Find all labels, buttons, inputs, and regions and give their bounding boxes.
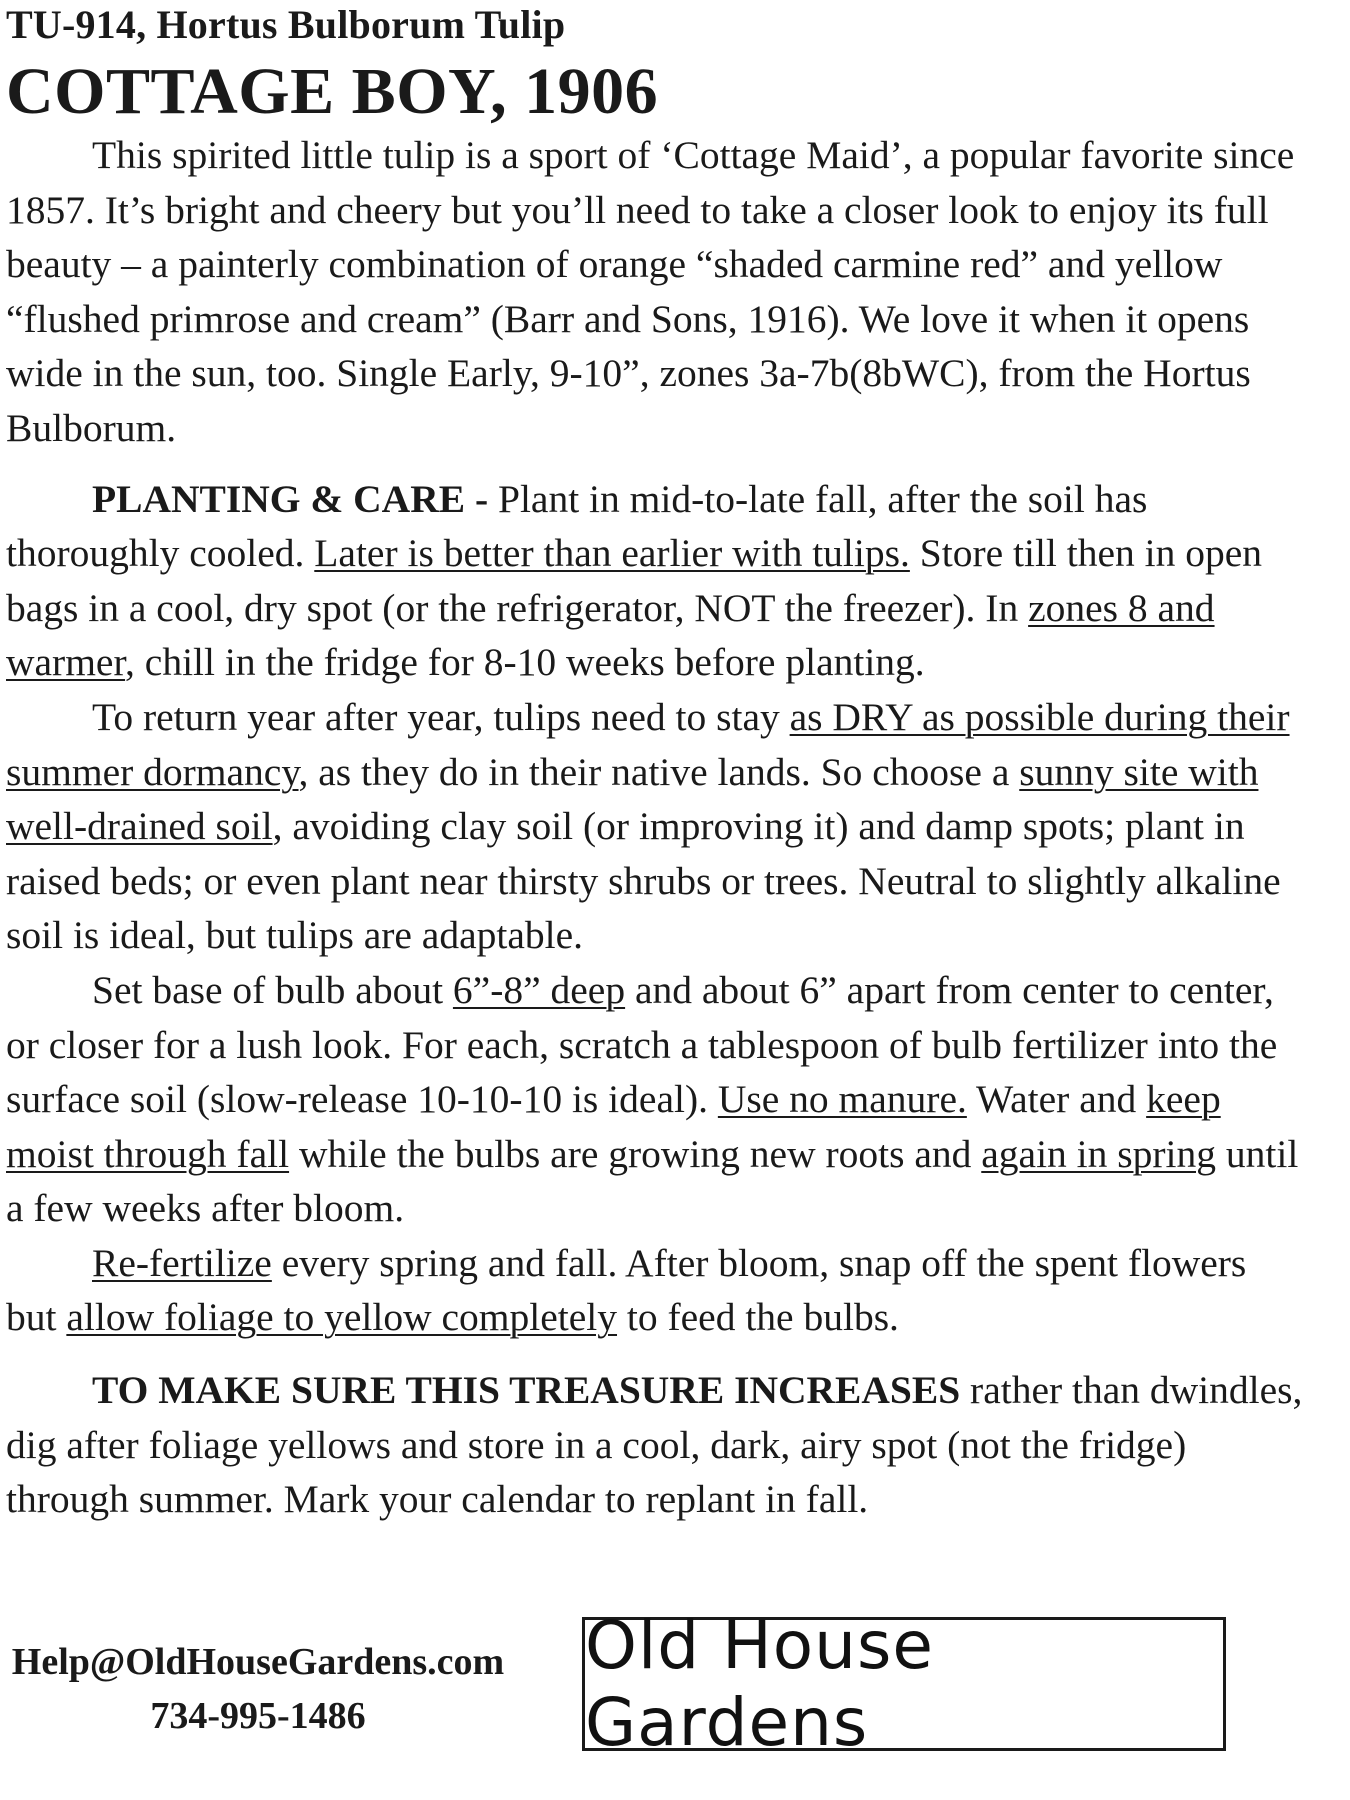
emphasis-text: again in spring: [981, 1131, 1217, 1176]
increase-heading: TO MAKE SURE THIS TREASURE INCREASES: [92, 1368, 961, 1413]
planting-text: and about 6” apart from center to center, or closer for a lush look. For each, scratch a tablespoon of bulb fertilizer into the surface soil (slow-release 10-10-10 is ideal).: [6, 967, 1278, 1122]
depth-paragraph: [6, 963, 1306, 1236]
emphasis-text: Re-fertilize: [92, 1240, 272, 1285]
emphasis-text: zones 8 and warmer: [6, 585, 1215, 685]
contact-phone: 734-995-1486: [150, 1695, 366, 1737]
planting-text: until a few weeks after bloom.: [6, 1131, 1299, 1231]
emphasis-text: Later is better than earlier with tulips.: [314, 531, 910, 576]
increase-text: rather than dwindles, dig after foliage yellows and store in a cool, dark, airy spot (not the fridge) through summer. Mark your calendar to replant in fall.: [6, 1368, 1303, 1522]
emphasis-text: keep moist through fall: [6, 1077, 1221, 1176]
planting-text: , as they do in their native lands. So choose a: [298, 749, 1020, 794]
logo-wordmark: Old House Gardens: [585, 1607, 934, 1761]
planting-text: Set base of bulb about: [92, 967, 453, 1012]
planting-text: to feed the bulbs.: [617, 1295, 899, 1340]
contact-block: [8, 1635, 508, 1743]
planting-care-heading: PLANTING & CARE -: [92, 476, 498, 521]
planting-care-paragraph: [6, 472, 1306, 690]
seed-packet-label: [6, 0, 1306, 1527]
product-code-title: TU-914, Hortus Bulborum Tulip: [6, 2, 566, 47]
emphasis-text: as DRY as possible during their summer dormancy: [6, 694, 1290, 794]
intro-paragraph: This spirited little tulip is a sport of ‘Cottage Maid’, a popular favorite since 1857. It’s bright and cheery but you’ll need to take a closer look to enjoy its full beauty – a painterly combination of orange “shaded carmine red” and yellow “flushed primrose and cream” (Barr and Sons, 1916). We love it when it opens wide in the sun, too. Single Early, 9-10”, zones 3a-7b(8bWC), from the Hortus Bulborum.: [6, 133, 1295, 450]
planting-text: To return year after year, tulips need to stay: [92, 694, 790, 739]
contact-email: Help@OldHouseGardens.com: [11, 1641, 505, 1683]
planting-text: every spring and fall. After bloom, snap off the spent flowers but: [6, 1240, 1247, 1340]
dormancy-paragraph: [6, 690, 1306, 963]
planting-text: , chill in the fridge for 8-10 weeks before planting.: [125, 640, 925, 685]
company-logo: [582, 1607, 1226, 1761]
emphasis-text: allow foliage to yellow completely: [66, 1295, 618, 1340]
fertilize-paragraph: [6, 1236, 1306, 1345]
planting-text: Store till then in open bags in a cool, dry spot (or the refrigerator, NOT the freezer). In: [6, 531, 1263, 630]
planting-text: Water and: [966, 1077, 1147, 1122]
increase-paragraph: [6, 1363, 1306, 1527]
emphasis-text: Use no manure.: [717, 1077, 967, 1122]
planting-text: , avoiding clay soil (or improving it) and damp spots; plant in raised beds; or even plant near thirsty shrubs or trees. Neutral to slightly alkaline soil is ideal, but tulips are adaptable.: [6, 804, 1281, 958]
emphasis-text: 6”-8” deep: [452, 967, 626, 1012]
emphasis-text: sunny site with well-drained soil: [6, 749, 1259, 849]
variety-name-title: COTTAGE BOY, 1906: [6, 55, 659, 128]
planting-text: while the bulbs are growing new roots and: [289, 1131, 982, 1176]
planting-text: Plant in mid-to-late fall, after the soil has thoroughly cooled.: [6, 476, 1148, 576]
